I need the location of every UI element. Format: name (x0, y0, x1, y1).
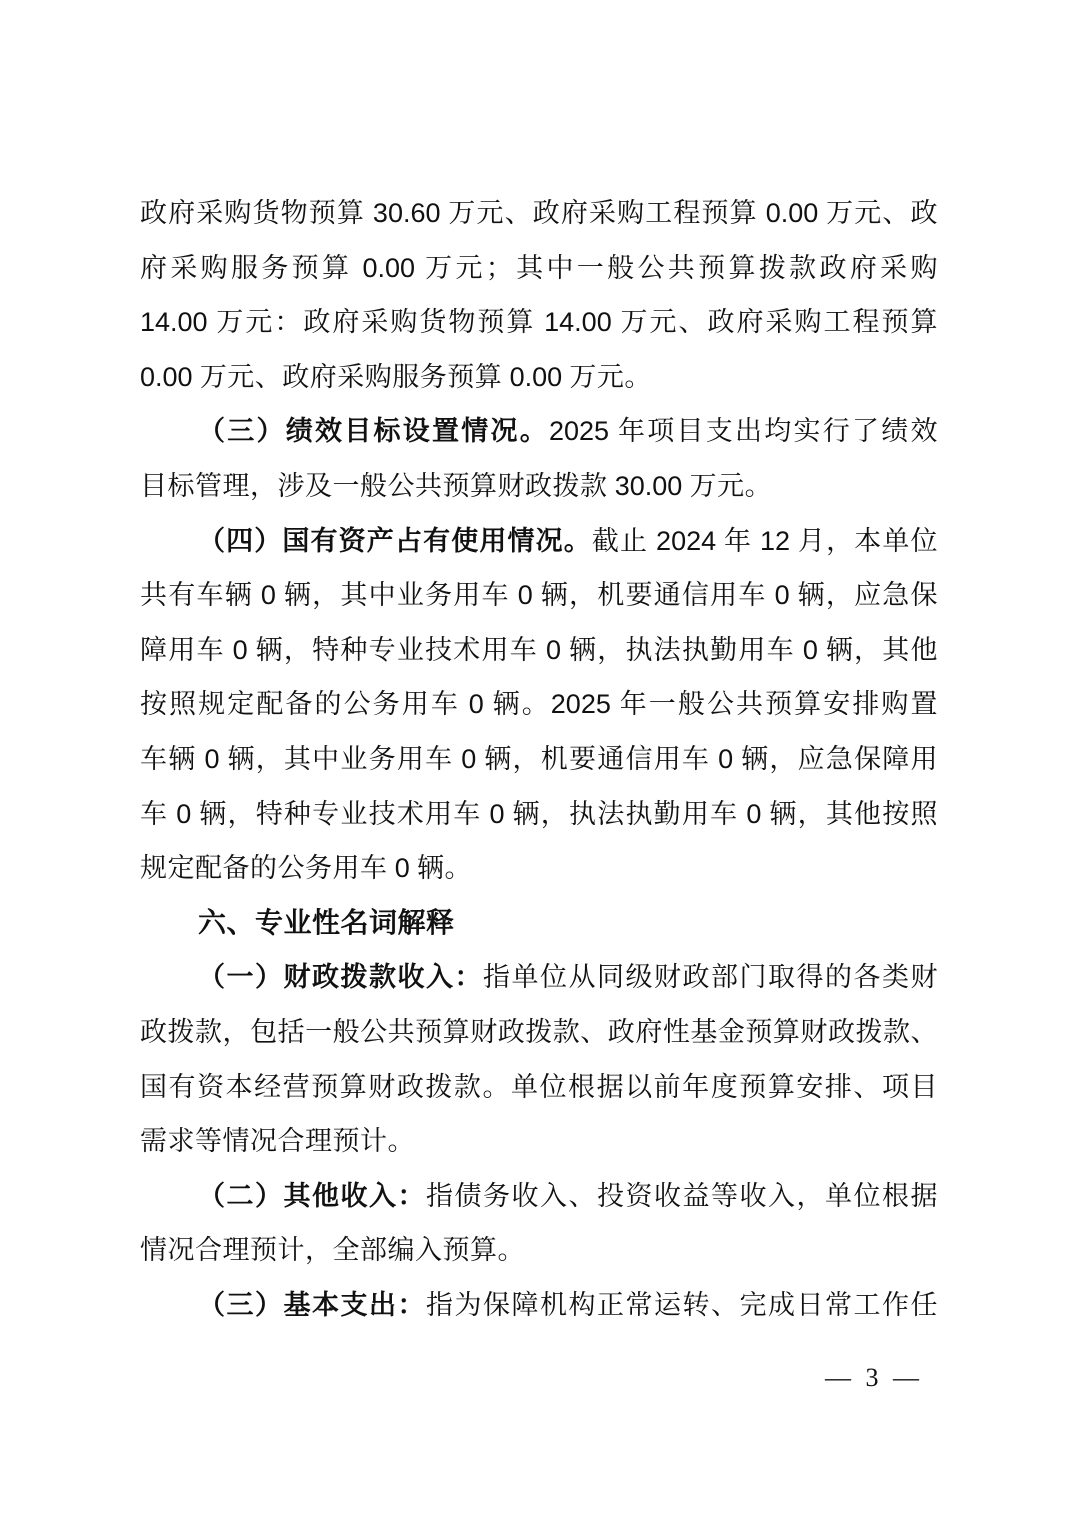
document-body (140, 186, 938, 1332)
text-line-paragraph-start (140, 1169, 938, 1224)
text-line (140, 568, 938, 623)
text-line (140, 186, 938, 241)
term-heading-basic-expenditure: （三）基本支出： (198, 1289, 426, 1320)
text-line (140, 241, 938, 296)
line-text: 车辆 0 辆，其中业务用车 0 辆，机要通信用车 0 辆，应急保障用 (140, 743, 939, 774)
text-line (140, 677, 938, 732)
text-line (140, 1005, 938, 1060)
text-line (140, 623, 938, 678)
text-line (140, 1223, 938, 1278)
line-text: 规定配备的公务用车 0 辆。 (140, 853, 473, 884)
line-text: 指为保障机构正常运转、完成日常工作任 (426, 1289, 938, 1320)
page-number: — 3 — (825, 1363, 919, 1392)
text-line-paragraph-start (140, 514, 938, 569)
text-line (140, 841, 938, 896)
text-line-paragraph-start (140, 950, 938, 1005)
term-heading-other-income: （二）其他收入： (198, 1180, 426, 1211)
line-text: 指单位从同级财政部门取得的各类财 (483, 962, 938, 993)
text-line-paragraph-start (140, 404, 938, 459)
line-text: 按照规定配备的公务用车 0 辆。2025 年一般公共预算安排购置 (140, 689, 939, 720)
text-line (140, 1060, 938, 1115)
paragraph-heading-performance-targets: （三）绩效目标设置情况。 (198, 416, 549, 447)
line-text: 共有车辆 0 辆，其中业务用车 0 辆，机要通信用车 0 辆，应急保 (140, 580, 939, 611)
line-text: 情况合理预计，全部编入预算。 (140, 1235, 525, 1266)
line-text: 国有资本经营预算财政拨款。单位根据以前年度预算安排、项目 (140, 1071, 938, 1102)
line-text: 府采购服务预算 0.00 万元；其中一般公共预算拨款政府采购 (140, 252, 939, 283)
term-heading-fiscal-appropriation-income: （一）财政拨款收入： (198, 962, 483, 993)
line-text: 14.00 万元：政府采购货物预算 14.00 万元、政府采购工程预算 (140, 307, 939, 338)
line-text: 0.00 万元、政府采购服务预算 0.00 万元。 (140, 361, 652, 392)
text-line (140, 459, 938, 514)
line-text: 目标管理，涉及一般公共预算财政拨款 30.00 万元。 (140, 470, 773, 501)
line-text: 车 0 辆，特种专业技术用车 0 辆，执法执勤用车 0 辆，其他按照 (140, 798, 939, 829)
line-text: 政府采购货物预算 30.60 万元、政府采购工程预算 0.00 万元、政 (140, 198, 939, 228)
text-line (140, 787, 938, 842)
line-text: 2025 年项目支出均实行了绩效 (548, 416, 939, 447)
line-text: 障用车 0 辆，特种专业技术用车 0 辆，执法执勤用车 0 辆，其他 (140, 634, 939, 665)
line-text: 指债务收入、投资收益等收入，单位根据 (426, 1180, 938, 1211)
text-line-paragraph-start (140, 1278, 938, 1333)
section-heading-text: 六、专业性名词解释 (198, 906, 455, 938)
line-text: 需求等情况合理预计。 (140, 1126, 415, 1157)
line-text: 截止 2024 年 12 月，本单位 (591, 525, 939, 556)
text-line (140, 295, 938, 350)
paragraph-heading-state-assets: （四）国有资产占有使用情况。 (198, 525, 592, 556)
text-line (140, 350, 938, 405)
text-line (140, 1114, 938, 1169)
line-text: 政拨款，包括一般公共预算财政拨款、政府性基金预算财政拨款、 (140, 1016, 938, 1047)
text-line (140, 732, 938, 787)
section-heading-terminology (140, 896, 938, 951)
